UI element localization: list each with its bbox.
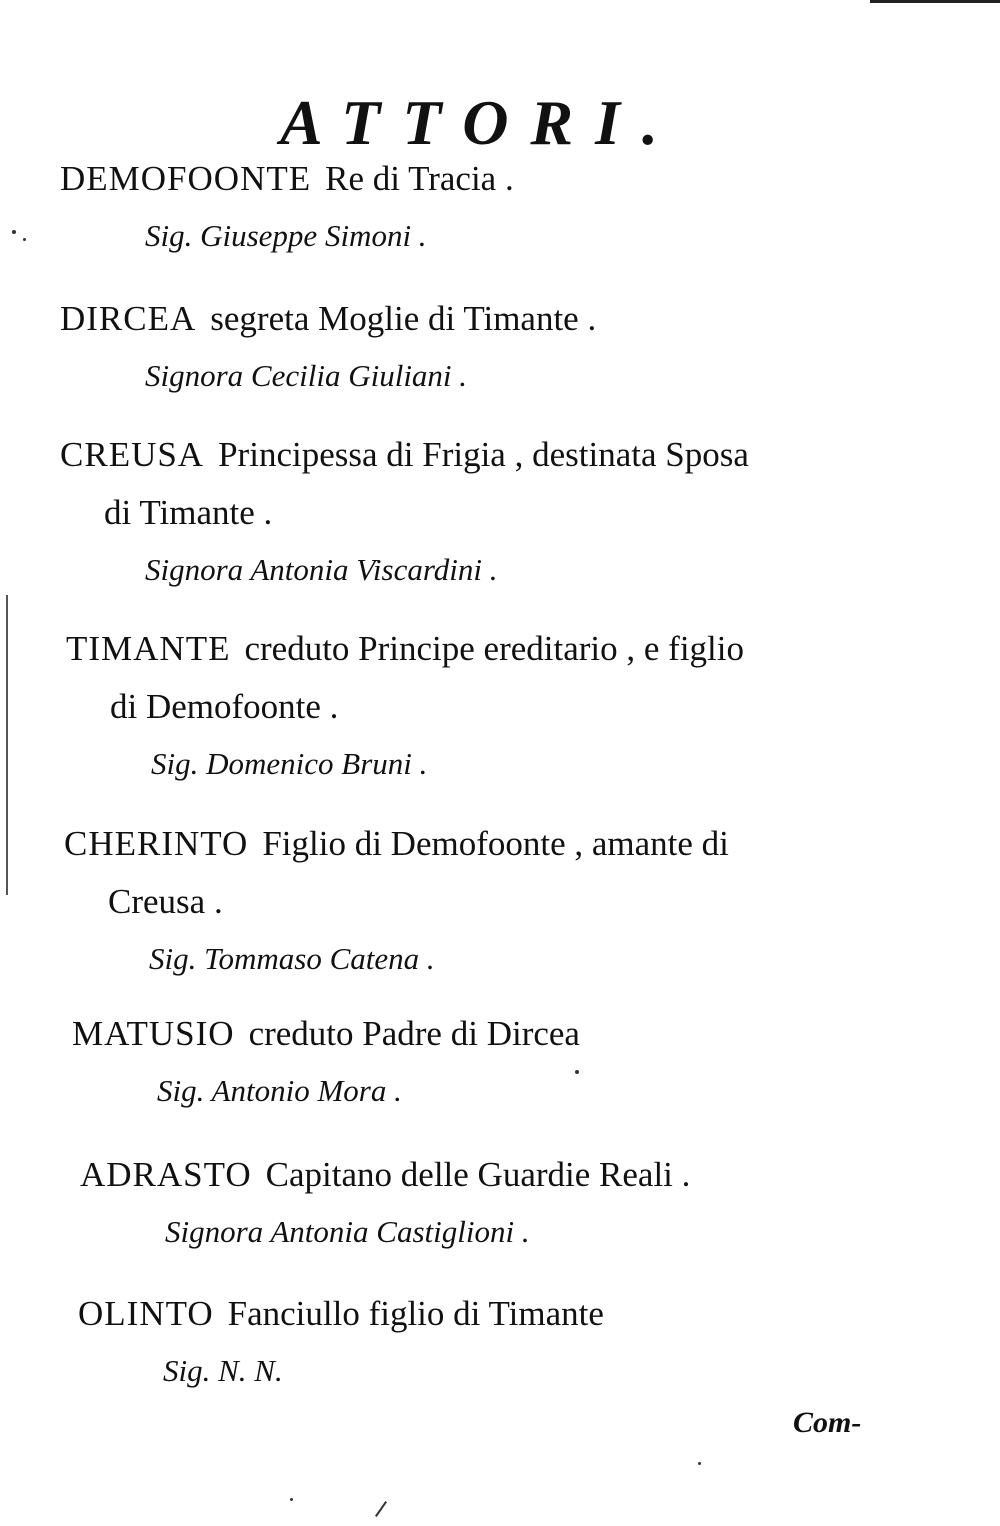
cast-entry-matusio — [72, 1005, 922, 1119]
role-description: Figlio di Demofoonte , amante di — [262, 824, 729, 863]
cast-entry-olinto — [78, 1285, 928, 1399]
cast-entry-adrasto — [80, 1146, 930, 1260]
role-description: Capitano delle Guardie Reali . — [265, 1155, 691, 1194]
role-description: creduto Principe ereditario , e figlio — [244, 629, 745, 668]
role-name: OLINTO — [78, 1294, 214, 1333]
role-name: CHERINTO — [64, 824, 249, 863]
role-description-continued: di Demofoonte . — [110, 687, 339, 726]
role-description: Fanciullo figlio di Timante — [227, 1294, 604, 1333]
role-description: segreta Moglie di Timante . — [210, 299, 597, 338]
cast-entry-dircea — [60, 290, 910, 404]
performer-name: Signora Cecilia Giuliani . — [145, 358, 468, 393]
print-speck — [12, 230, 16, 234]
role-description-continued: di Timante . — [104, 493, 273, 532]
cast-entry-demofoonte — [60, 150, 910, 264]
role-description-continued: Creusa . — [108, 882, 223, 921]
print-speck — [23, 238, 26, 241]
cast-entry-cherinto — [64, 815, 914, 987]
role-description: creduto Padre di Dircea — [248, 1014, 580, 1053]
cast-entry-creusa — [60, 426, 910, 598]
role-name: DIRCEA — [60, 299, 197, 338]
role-name: ADRASTO — [80, 1155, 252, 1194]
top-edge-rule — [870, 0, 1000, 3]
role-description: Re di Tracia . — [325, 159, 514, 198]
catchword: Com- — [793, 1406, 862, 1439]
print-speck — [698, 1462, 701, 1465]
role-name: TIMANTE — [66, 629, 231, 668]
performer-name: Sig. Tommaso Catena . — [149, 941, 435, 976]
cast-entry-timante — [66, 620, 916, 792]
performer-name: Sig. Antonio Mora . — [157, 1073, 402, 1108]
performer-name: Sig. Giuseppe Simoni . — [145, 218, 427, 253]
performer-name: Signora Antonia Viscardini . — [145, 552, 498, 587]
page-title: ATTORI. — [280, 86, 680, 158]
print-speck — [575, 1070, 579, 1074]
performer-name: Signora Antonia Castiglioni . — [165, 1214, 530, 1249]
print-speck — [375, 1501, 387, 1517]
role-description: Principessa di Frigia , destinata Sposa — [218, 435, 749, 474]
role-name: CREUSA — [60, 435, 205, 474]
print-speck — [290, 1498, 293, 1501]
performer-name: Sig. Domenico Bruni . — [151, 746, 428, 781]
role-name: MATUSIO — [72, 1014, 235, 1053]
performer-name: Sig. N. N. — [163, 1353, 283, 1388]
left-margin-mark — [6, 595, 8, 895]
role-name: DEMOFOONTE — [60, 159, 312, 198]
